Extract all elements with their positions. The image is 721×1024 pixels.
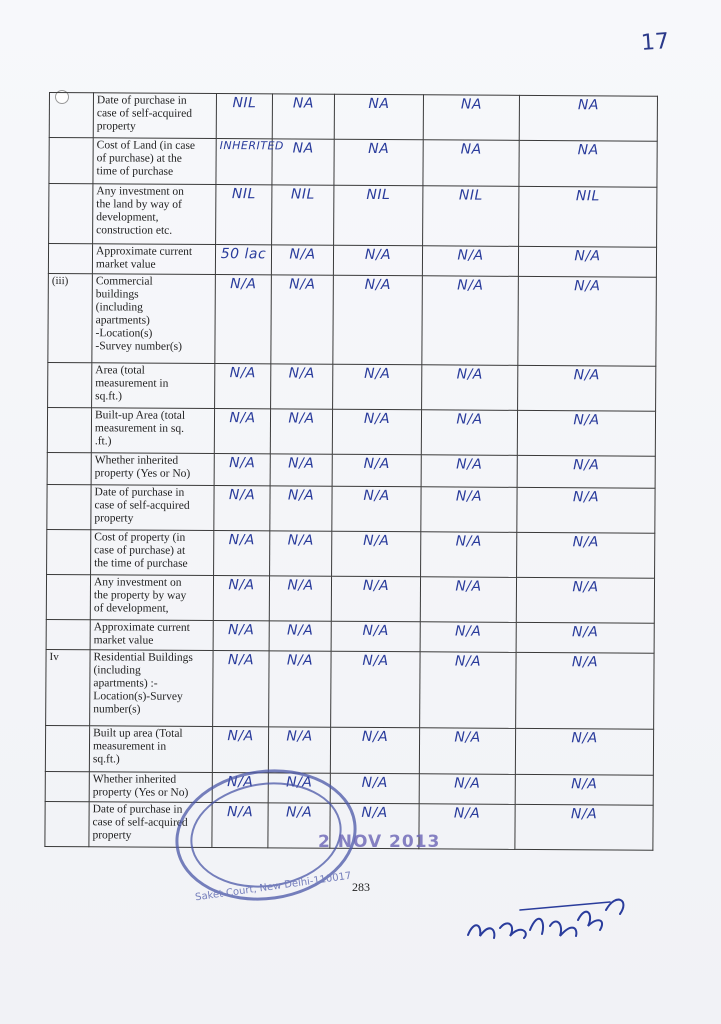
handwritten-value-cell: N/A [331,576,420,622]
description-cell: Built-up Area (total measurement in sq. .ft.) [91,408,214,454]
table-row [49,138,657,188]
handwritten-value-cell: N/A [517,487,655,533]
handwritten-value-cell: N/A [420,652,516,729]
description-cell: Approximate current market value [90,620,213,651]
handwritten-value-cell: N/A [421,410,517,456]
item-number-cell: Iv [46,649,90,725]
handwritten-value-cell: N/A [422,276,519,366]
handwritten-value-cell: N/A [333,275,423,365]
handwritten-value-cell: N/A [213,576,269,621]
description-cell: Any investment on the land by way of development, construction etc. [93,184,216,245]
handwritten-value-cell: NA [519,140,657,187]
item-number-cell [45,771,89,801]
handwritten-value-cell: N/A [419,728,515,775]
table-row [49,184,657,248]
item-number-cell [45,725,89,771]
handwritten-value-cell: NIL [216,185,272,245]
handwritten-value-cell: N/A [212,727,268,773]
handwritten-value-cell: INHERITED [216,139,272,185]
handwritten-value-cell: N/A [420,577,516,623]
handwritten-value-cell: N/A [268,773,330,803]
handwritten-value-cell: N/A [515,728,653,775]
table-row [47,407,655,456]
handwritten-value-cell: N/A [516,652,654,729]
item-number-cell [49,93,93,138]
handwritten-value-cell: N/A [330,773,419,804]
item-number-cell [45,801,89,846]
item-number-cell [47,484,91,529]
handwritten-value-cell: N/A [421,455,517,488]
handwritten-value-cell: N/A [214,454,270,486]
handwritten-value-cell: N/A [331,621,420,652]
handwritten-value-cell: N/A [517,532,655,578]
handwritten-value-cell: NA [272,139,334,185]
table-row [46,649,654,729]
handwritten-value-cell: NA [272,94,334,139]
handwritten-value-cell: NIL [272,185,334,245]
description-cell: Date of purchase in case of self-acquired property [91,485,214,531]
table-row [49,93,657,142]
handwritten-value-cell: N/A [270,409,332,454]
handwritten-value-cell: N/A [332,409,421,455]
item-number-cell [47,407,91,452]
handwritten-value-cell: N/A [518,365,656,411]
table-row [46,574,654,623]
handwritten-value-cell: N/A [270,531,332,576]
handwritten-value-cell: N/A [269,576,331,621]
description-cell: Any investment on the property by way of development, [90,575,213,621]
handwritten-value-cell: N/A [422,246,518,277]
handwritten-value-cell: N/A [213,621,269,651]
description-cell: Approximate current market value [92,244,215,275]
handwritten-value-cell: NIL [423,186,519,247]
table-row [47,484,655,533]
description-cell: Built up area (Total measurement in sq.ft.) [89,726,212,773]
handwritten-value-cell: N/A [271,364,333,409]
handwritten-value-cell: N/A [332,454,421,487]
item-number-cell [47,529,91,574]
handwritten-value-cell: N/A [214,486,270,531]
handwritten-value-cell: N/A [212,803,268,848]
table-row [48,244,656,278]
table-row [48,362,656,411]
handwritten-value-cell: N/A [516,622,654,653]
handwritten-value-cell: N/A [271,245,333,275]
handwritten-value-cell: N/A [214,531,270,576]
handwritten-value-cell: N/A [214,409,270,454]
table-row [48,273,657,366]
handwritten-value-cell: NA [519,95,657,141]
handwritten-value-cell: N/A [330,803,419,849]
handwritten-value-cell: NIL [216,94,272,139]
handwritten-value-cell: N/A [515,774,653,805]
handwritten-value-cell: N/A [517,455,655,488]
handwritten-value-cell: N/A [215,364,271,409]
handwritten-value-cell: N/A [518,246,656,277]
table-body [45,93,658,851]
handwritten-value-cell: N/A [333,364,422,410]
handwritten-value-cell: N/A [332,531,421,577]
handwritten-value-cell: NA [423,95,519,141]
table-row [47,529,655,578]
description-cell: Cost of property (in case of purchase) at the time of purchase [91,530,214,576]
handwritten-value-cell: N/A [269,621,331,651]
handwritten-value-cell: N/A [213,651,269,727]
description-cell: Whether inherited property (Yes or No) [89,772,212,803]
handwritten-value-cell: NA [334,94,423,140]
item-number-cell [49,138,93,184]
description-cell: Whether inherited property (Yes or No) [91,453,214,486]
item-number-cell [46,619,90,649]
handwritten-value-cell: N/A [517,410,655,456]
handwritten-value-cell: N/A [270,486,332,531]
handwritten-value-cell: NIL [334,185,423,246]
description-cell: Date of purchase in case of self-acquired property [93,93,216,139]
handwritten-value-cell: NA [334,139,423,186]
item-number-cell [47,452,91,484]
description-cell: Commercial buildings (including apartments) -Location(s) -Survey number(s) [92,274,216,364]
handwritten-value-cell: N/A [518,276,657,366]
handwritten-value-cell: N/A [516,577,654,623]
description-cell: Date of purchase in case of self-acquired property [89,802,212,848]
footer-page-number: 283 [352,880,370,894]
handwritten-value-cell: N/A [215,275,272,364]
description-cell: Residential Buildings (including apartments) :- Location(s)-Survey number(s) [90,650,213,727]
handwritten-value-cell: N/A [421,532,517,578]
item-number-cell [48,362,92,407]
handwritten-value-cell: N/A [421,487,517,533]
handwritten-value-cell: N/A [271,275,334,364]
date-stamp: 2 NOV 2013 [318,832,441,852]
table-row [46,619,654,653]
handwritten-value-cell: N/A [420,622,516,653]
property-details-table [44,92,658,851]
table-row [47,452,655,488]
handwritten-value-cell: N/A [268,803,330,848]
page-number: 17 [640,29,670,56]
handwritten-value-cell: N/A [330,727,419,774]
handwritten-value-cell: N/A [268,727,330,773]
table-row [45,725,653,775]
handwritten-value-cell: N/A [419,804,515,850]
handwritten-value-cell: N/A [269,651,331,727]
item-number-cell [48,244,92,274]
handwritten-signature [460,880,640,950]
item-number-cell [46,574,90,619]
handwritten-value-cell: N/A [212,773,268,803]
handwritten-value-cell: N/A [515,804,653,850]
table-row [45,771,653,805]
handwritten-value-cell: N/A [270,454,332,486]
handwritten-value-cell: N/A [333,245,422,276]
item-number-cell: (iii) [48,273,93,362]
handwritten-value-cell: 50 lac [215,245,271,275]
handwritten-value-cell: N/A [419,774,515,805]
handwritten-value-cell: N/A [422,365,518,411]
handwritten-value-cell: N/A [332,486,421,532]
description-cell: Cost of Land (in case of purchase) at the time of purchase [93,138,216,185]
handwritten-value-cell: NIL [519,186,657,247]
stamp-ring-text: Saket Court, New Delhi-110017 [194,870,353,904]
description-cell: Area (total measurement in sq.ft.) [92,363,215,409]
item-number-cell [49,184,93,244]
handwritten-value-cell: NA [423,140,519,187]
handwritten-value-cell: N/A [331,651,420,728]
